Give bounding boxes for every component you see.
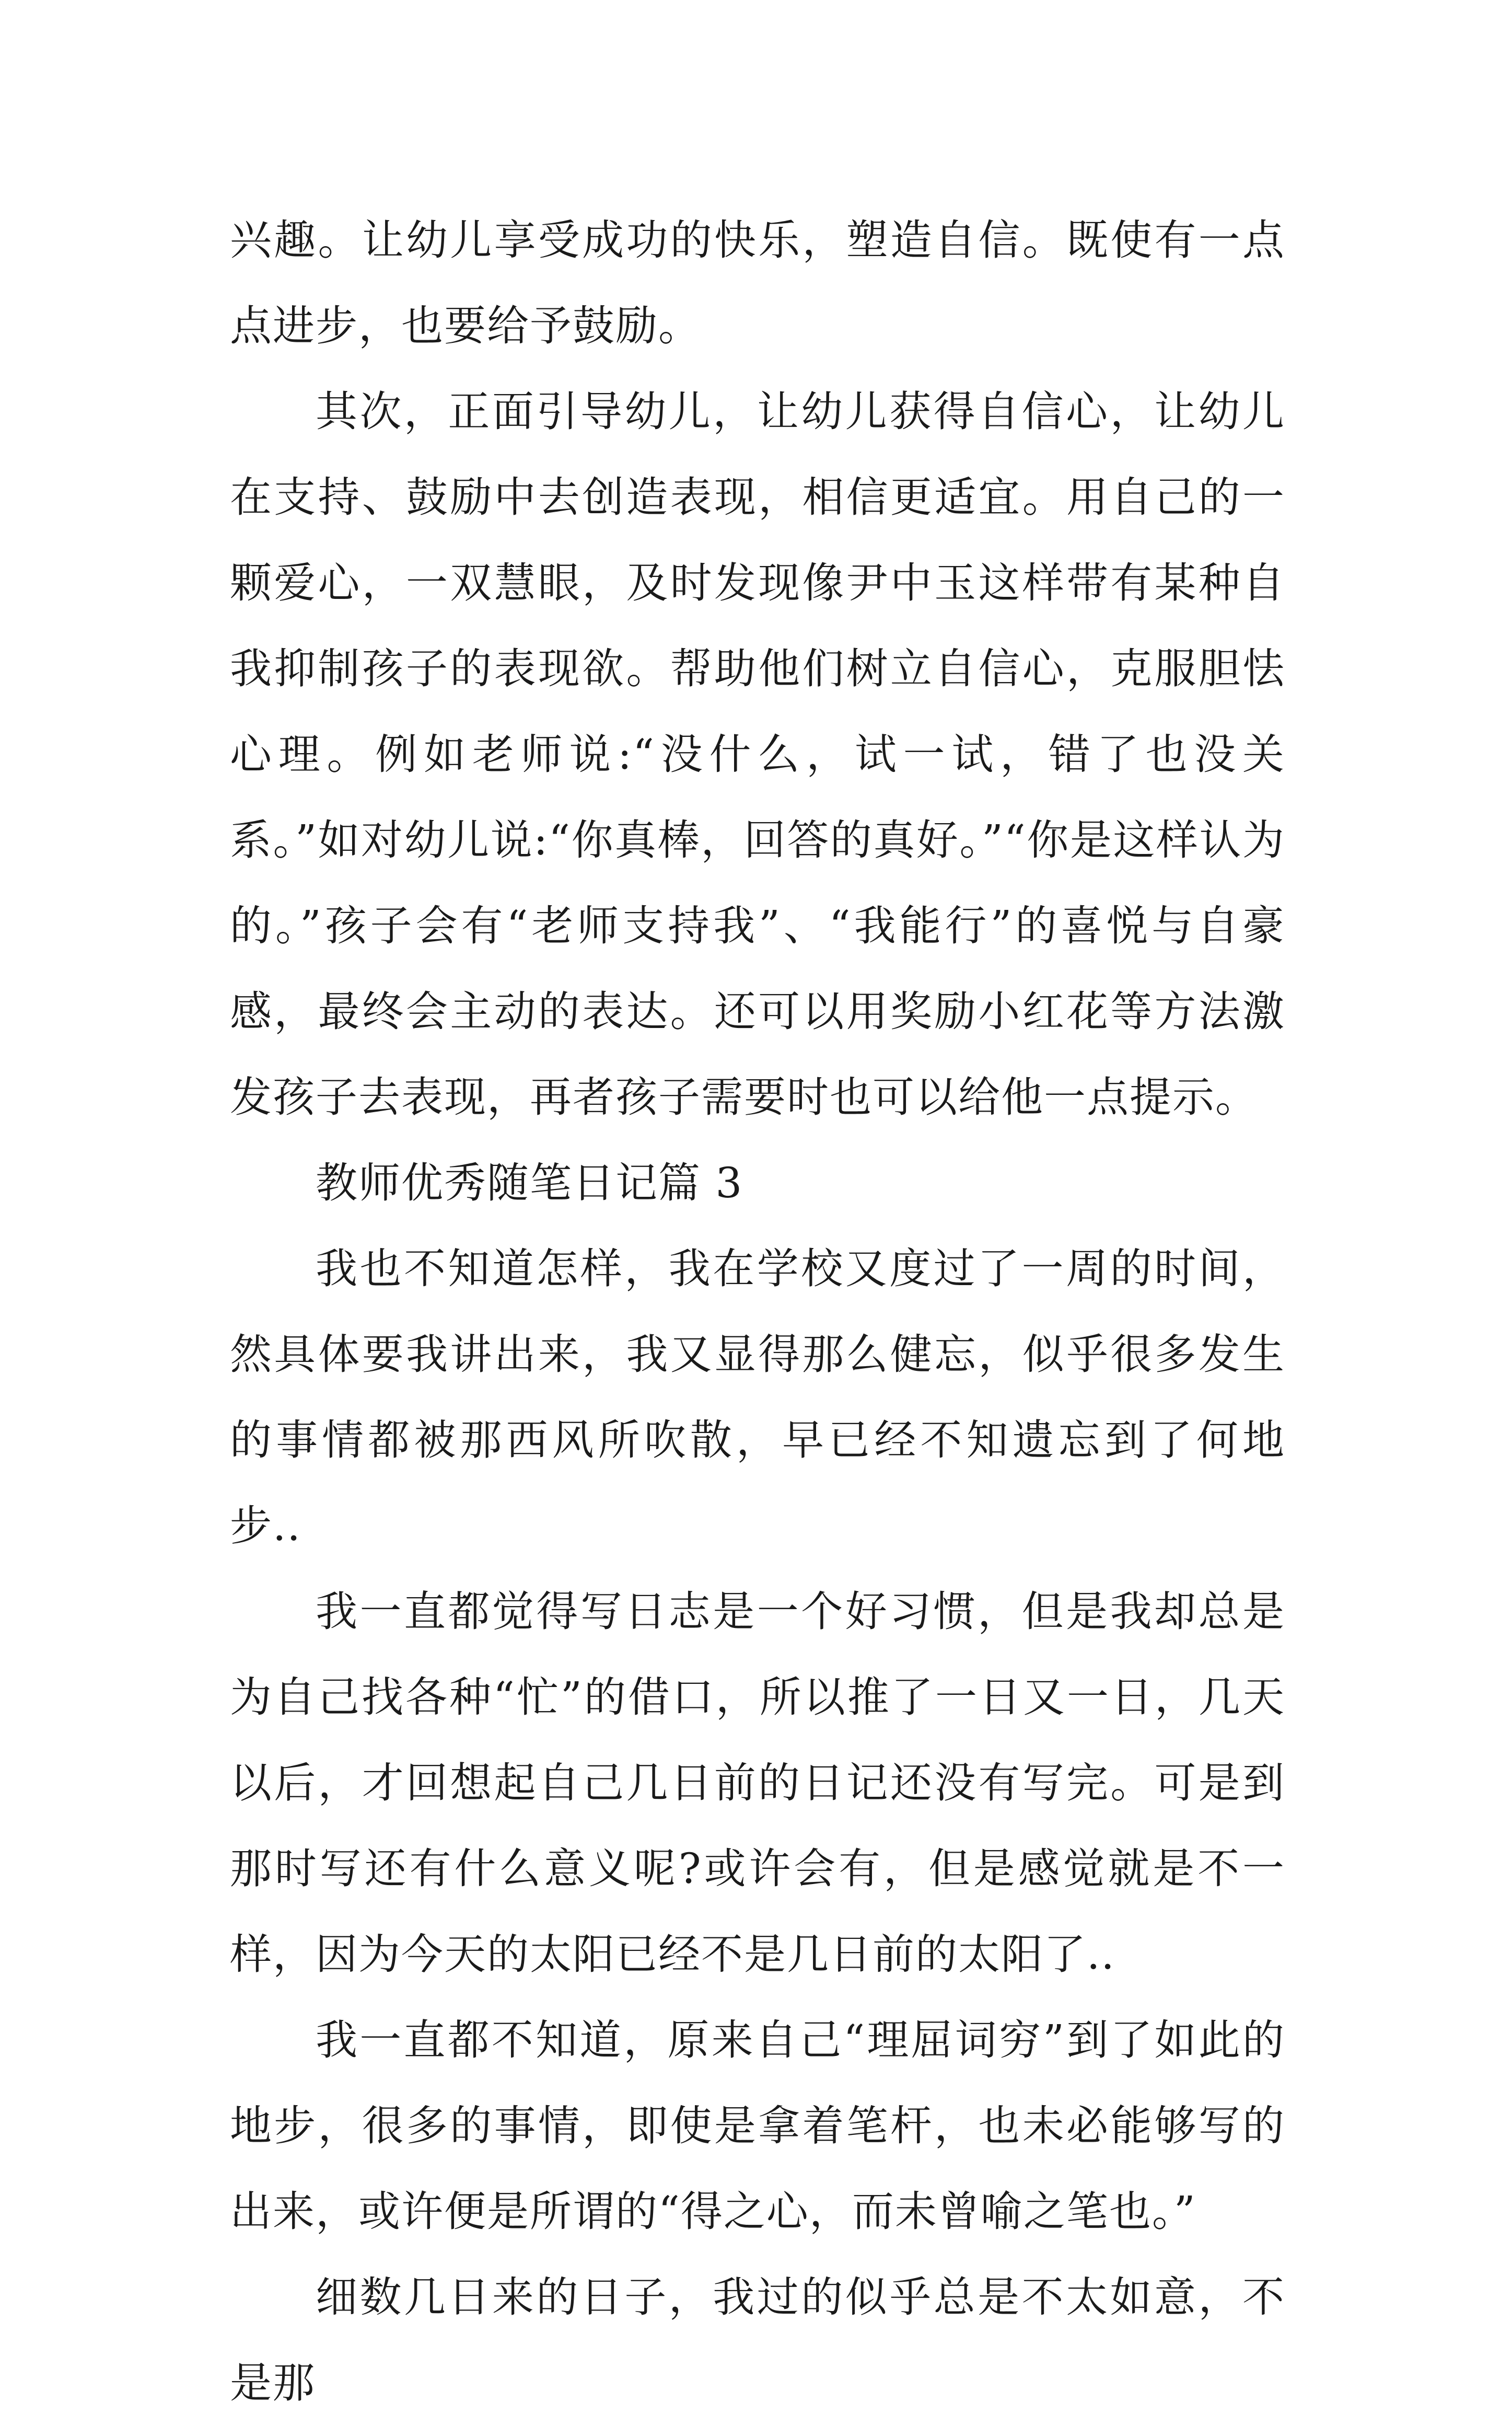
- paragraph-lost-for-words: 我一直都不知道，原来自己“理屈词穷”到了如此的地步，很多的事情，即使是拿着笔杆，也未必能够写的出来，或许便是所谓的“得之心，而未曾喻之笔也。”: [230, 2016, 1285, 2236]
- paragraph-continuation: 兴趣。让幼儿享受成功的快乐，塑造自信。既使有一点点进步，也要给予鼓励。: [230, 216, 1285, 350]
- paragraph-diary-habit: 我一直都觉得写日志是一个好习惯，但是我却总是为自己找各种“忙”的借口，所以推了一日又一日，几天以后，才回想起自己几日前的日记还没有写完。可是到那时写还有什么意义呢?或许会有，但是感觉就是不一样，因为今天的太阳已经不是几日前的太阳了..: [230, 1587, 1285, 1979]
- paragraph-forgetful-week: 我也不知道怎样，我在学校又度过了一周的时间，然具体要我讲出来，我又显得那么健忘，似乎很多发生的事情都被那西风所吹散，早已经不知遗忘到了何地步..: [230, 1244, 1285, 1550]
- paragraph-encouragement: 其次，正面引导幼儿，让幼儿获得自信心，让幼儿在支持、鼓励中去创造表现，相信更适宜。用自己的一颗爱心，一双慧眼，及时发现像尹中玉这样带有某种自我抑制孩子的表现欲。帮助他们树立自信心，克服胆怯心理。例如老师说:“没什么，试一试，错了也没关系。”如对幼儿说:“你真棒，回答的真好。”“你是这样认为的。”孩子会有“老师支持我”、“我能行”的喜悦与自豪感，最终会主动的表达。还可以用奖励小红花等方法激发孩子去表现，再者孩子需要时也可以给他一点提示。: [230, 387, 1285, 1122]
- document-body: [230, 198, 1285, 2426]
- section-heading: 教师优秀随笔日记篇 3: [316, 1159, 743, 1207]
- paragraph-recent-days: 细数几日来的日子，我过的似乎总是不太如意，不是那: [230, 2273, 1285, 2407]
